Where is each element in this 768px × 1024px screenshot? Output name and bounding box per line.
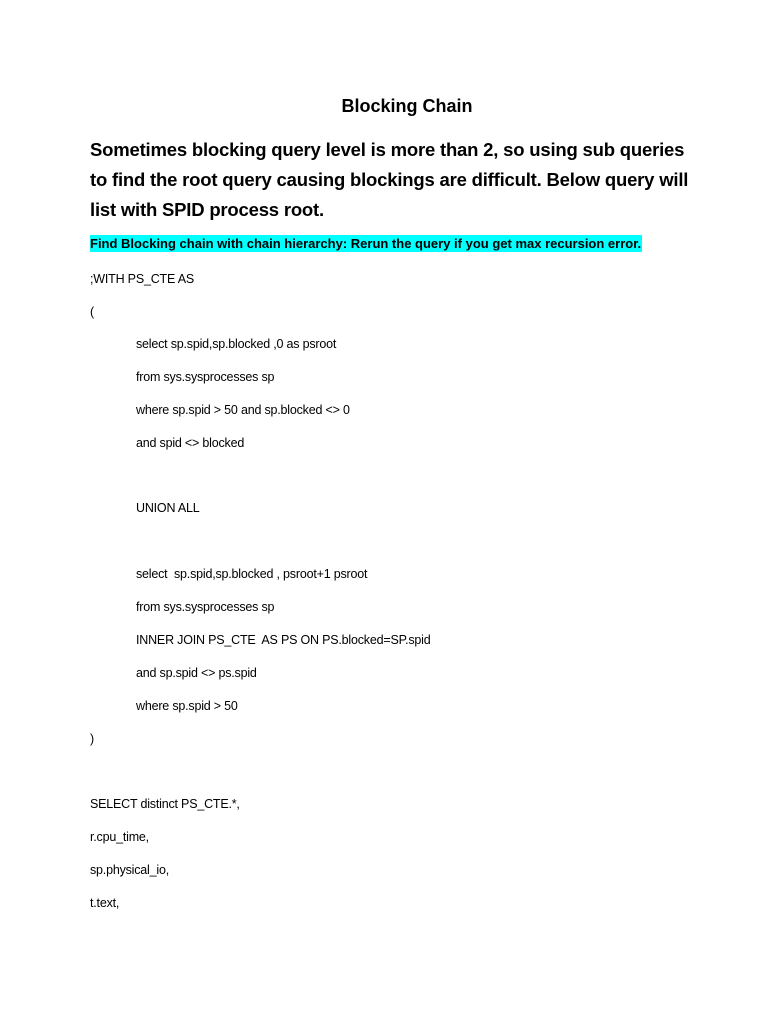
code-line: where sp.spid > 50 and sp.blocked <> 0 xyxy=(136,403,350,417)
code-line: ( xyxy=(90,305,94,319)
intro-paragraph xyxy=(90,135,710,225)
code-line: from sys.sysprocesses sp xyxy=(136,600,275,614)
highlighted-note-text: Find Blocking chain with chain hierarchy: Rerun the query if you get max recursion error. xyxy=(90,236,642,251)
code-line: SELECT distinct PS_CTE.*, xyxy=(90,797,240,811)
code-line: where sp.spid > 50 xyxy=(136,699,238,713)
document-title: Blocking Chain xyxy=(341,96,473,116)
intro-line: list with SPID process root. xyxy=(90,199,324,220)
code-line: and spid <> blocked xyxy=(136,436,245,450)
code-line: UNION ALL xyxy=(136,501,200,515)
code-line: ;WITH PS_CTE AS xyxy=(90,272,194,286)
intro-line: to find the root query causing blockings are difficult. Below query will xyxy=(90,169,689,190)
code-line: and sp.spid <> ps.spid xyxy=(136,666,257,680)
code-line: sp.physical_io, xyxy=(90,863,169,877)
intro-line: Sometimes blocking query level is more than 2, so using sub queries xyxy=(90,139,685,160)
code-line: select sp.spid,sp.blocked ,0 as psroot xyxy=(136,337,337,351)
code-line: from sys.sysprocesses sp xyxy=(136,370,275,384)
highlighted-note xyxy=(90,234,642,254)
code-line: r.cpu_time, xyxy=(90,830,149,844)
code-line: ) xyxy=(90,732,94,746)
code-line: select sp.spid,sp.blocked , psroot+1 psroot xyxy=(136,567,368,581)
code-line: t.text, xyxy=(90,896,120,910)
code-line: INNER JOIN PS_CTE AS PS ON PS.blocked=SP.spid xyxy=(136,633,431,647)
